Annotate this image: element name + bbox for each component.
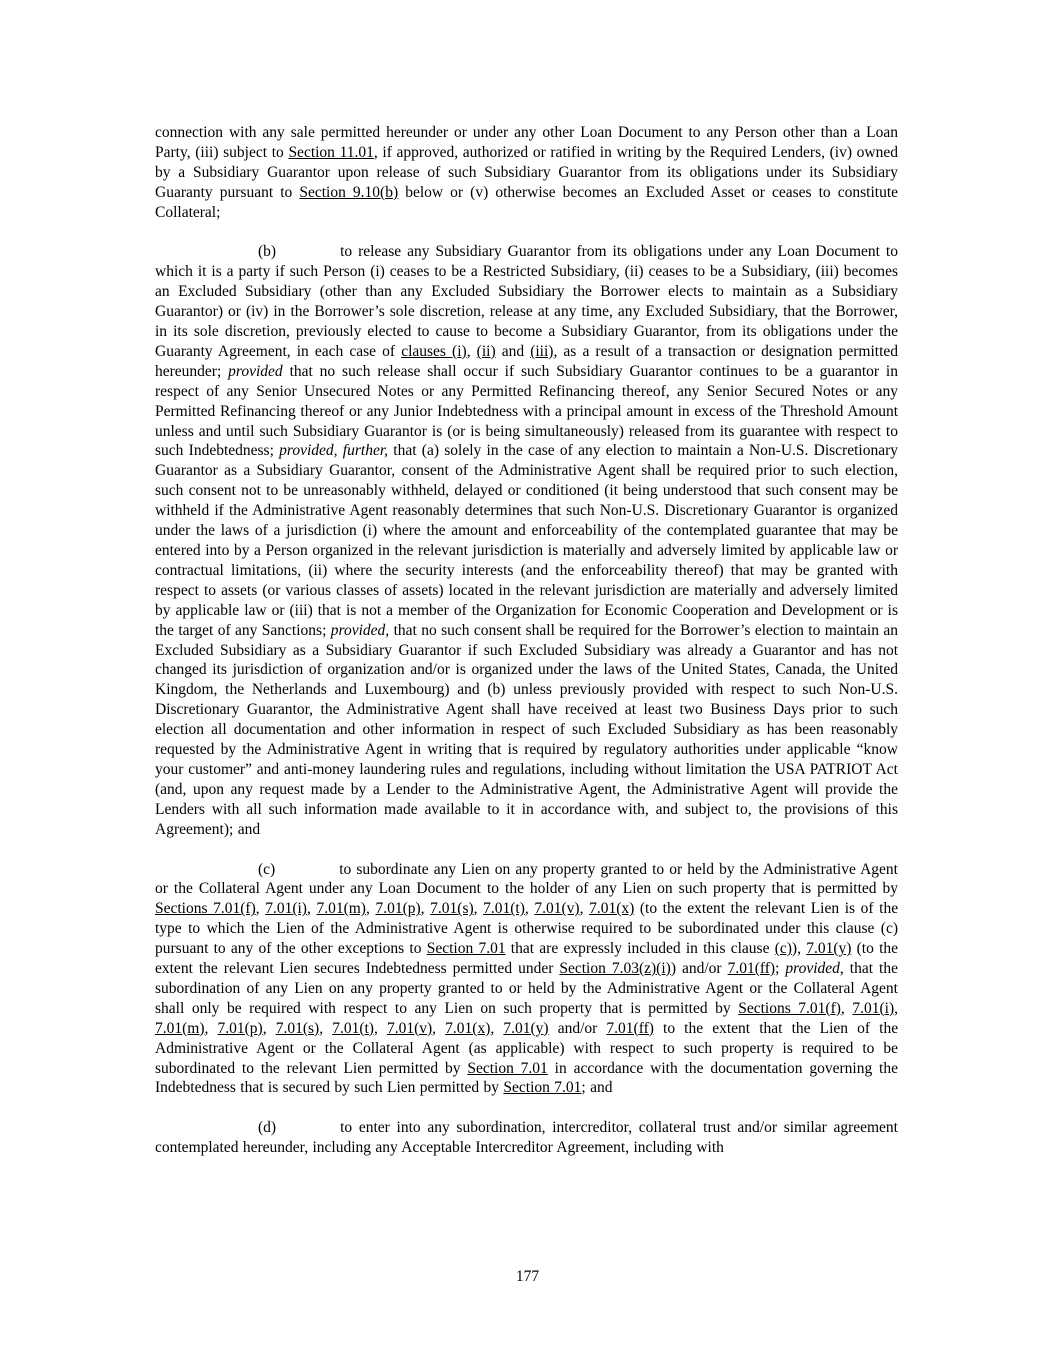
paragraph-clause-d — [155, 1118, 898, 1158]
section-reference: 7.01(t) — [332, 1019, 374, 1037]
text-run: ; and — [581, 1079, 613, 1097]
section-reference: 7.01(x) — [445, 1019, 491, 1037]
text-run: ), — [791, 940, 807, 958]
document-body — [155, 123, 898, 1158]
section-reference: Section 9.10(b) — [299, 183, 399, 201]
section-reference: 7.01(x) — [589, 900, 635, 918]
text-run: , — [255, 900, 266, 918]
section-reference: 7.01(s) — [430, 900, 474, 918]
text-run: , — [473, 900, 484, 918]
section-reference: Sections 7.01(f) — [155, 900, 256, 918]
text-run: provided, — [330, 621, 390, 639]
section-reference: Section 7.03(z)(i) — [559, 960, 671, 978]
text-run: provided, further, — [279, 442, 389, 460]
text-run: that no such release shall occur if such Subsidiary Guarantor continues to be a guarantor in respect of any Senior Unsecured Notes or any Permitted Refinancing thereof, any Senior Secured Notes or any Permitted Refinancing thereof or any Junior Indebtedness with a principal amount in excess of the Threshold Amount unless and until such Subsidiary Guarantor is (or is being simultaneously) released from its guarantee with respect to such Indebtedness; — [155, 362, 898, 460]
section-reference: clauses (i) — [401, 342, 467, 360]
section-reference: 7.01(v) — [534, 900, 580, 918]
section-reference: 7.01(i) — [852, 999, 895, 1017]
section-reference: Sections 7.01(f) — [738, 999, 841, 1017]
section-reference: Section 7.01 — [503, 1079, 582, 1097]
text-run: , — [466, 342, 477, 360]
text-run: that (a) solely in the case of any election to maintain a Non-U.S. Discretionary Guarantor as a Subsidiary Guarantor, consent of the Administrative Agent shall be required prior to such election, such consent not to be unreasonably withheld, delayed or conditioned (it being understood that such consent may be withheld if the Administrative Agent reasonably determines that such Non-U.S. Discretionary Guarantor is organized under the laws of a jurisdiction (i) where the amount and enforceability of the contemplated guarantee that may be entered into by a Person organized in the relevant jurisdiction is materially and adversely limited by applicable law or contractual limitations, (ii) where the security interests (and the enforceability thereof) that may be granted with respect to assets (or various classes of assets) located in the relevant jurisdiction are materially and adversely limited by applicable law or (iii) that is not a member of the Organization for Economic Cooperation and Development or is the target of any Sanctions; — [155, 442, 898, 639]
text-run: provided — [785, 960, 840, 978]
text-run: , — [579, 900, 590, 918]
section-reference: 7.01(v) — [386, 1019, 433, 1037]
section-reference: 7.01(ff) — [727, 960, 776, 978]
page-number: 177 — [515, 1268, 540, 1285]
section-reference: 7.01(y) — [806, 940, 852, 958]
section-reference: (ii) — [476, 342, 496, 360]
clause-label: (c) — [258, 860, 276, 878]
text-run: , — [319, 1019, 333, 1037]
text-run: provided — [228, 362, 283, 380]
section-reference: 7.01(ff) — [606, 1019, 654, 1037]
text-run: (to the extent the relevant Lien secures Indebtedness permitted under — [155, 940, 899, 978]
text-run: , — [204, 1019, 218, 1037]
text-run: , — [432, 1019, 446, 1037]
text-run: to the extent that the Lien of the Administrative Agent or the Collateral Agent (as applicable) with respect to such property is required to be subordinated to the relevant Lien permitted by — [155, 1019, 899, 1077]
section-reference: 7.01(t) — [483, 900, 525, 918]
text-run: , — [365, 900, 376, 918]
text-run: , — [420, 900, 431, 918]
text-run: , — [306, 900, 317, 918]
text-run: ) and/or — [670, 960, 728, 978]
text-run: (to the extent the relevant Lien is of the type to which the Lien of the Administrative Agent is otherwise required to be subordinated under this clause (c) pursuant to any of the other exceptions to — [155, 900, 899, 958]
clause-label: (d) — [258, 1119, 277, 1137]
text-run: , that the subordination of any Lien on any property granted to or held by the Administrative Agent or the Collateral Agent shall only be required with respect to any Lien on such property that is permitted by — [155, 960, 898, 1017]
text-run: to enter into any subordination, intercreditor, collateral trust and/or similar agreement contemplated hereunder, including any Acceptable Intercreditor Agreement, including with — [155, 1119, 898, 1157]
text-run: that are expressly included in this clause — [505, 940, 775, 958]
section-reference: Section 11.01 — [288, 143, 374, 161]
text-run: to subordinate any Lien on any property granted to or held by the Administrative Agent or the Collateral Agent under any Loan Document to the holder of any Lien on such property that is permitted by — [155, 860, 898, 898]
text-run: to release any Subsidiary Guarantor from its obligations under any Loan Document to which it is a party if such Person (i) ceases to be a Restricted Subsidiary, (ii) ceases to be a Subsidiary, (iii) becomes an Excluded Subsidiary (other than any Excluded Subsidiary the Borrower elects to maintain as a Subsidiary Guarantor) or (iv) in the Borrower’s sole discretion, release at any time, any Excluded Subsidiary, that the Borrower, in its sole discretion, previously elected to cause to become a Subsidiary Guarantor, from its obligations under the Guaranty Agreement, in each case of — [155, 243, 898, 360]
text-run: below or (v) otherwise becomes an Excluded Asset or ceases to constitute Collateral; — [155, 183, 899, 221]
paragraph-clause-c — [155, 860, 898, 1099]
paragraph-clause-b — [155, 242, 898, 839]
text-run: , if approved, authorized or ratified in writing by the Required Lenders, (iv) owned by a Subsidiary Guarantor upon release of such Subsidiary Guarantor from its obligations under its Subsidiary Guaranty pursuant to — [155, 143, 899, 201]
section-reference: (c) — [774, 940, 792, 958]
section-reference: 7.01(m) — [155, 1019, 205, 1037]
section-reference: 7.01(i) — [265, 900, 307, 918]
clause-label: (b) — [258, 243, 277, 261]
text-run: , — [373, 1019, 387, 1037]
section-reference: Section 7.01 — [467, 1059, 548, 1077]
text-run: and/or — [548, 1019, 607, 1037]
text-run: connection with any sale permitted hereunder or under any other Loan Document to any Person other than a Loan Party, (iii) subject to — [155, 124, 898, 161]
text-run: , — [262, 1019, 276, 1037]
text-run: , — [490, 1019, 504, 1037]
text-run: in accordance with the documentation governing the Indebtedness that is secured by such Lien permitted by — [155, 1059, 898, 1097]
text-run: , — [524, 900, 535, 918]
section-reference: 7.01(p) — [375, 900, 421, 918]
text-run: , — [894, 999, 898, 1017]
section-reference: 7.01(y) — [503, 1019, 549, 1037]
section-reference: 7.01(p) — [217, 1019, 263, 1037]
section-reference: Section 7.01 — [426, 940, 506, 958]
text-run: , — [840, 999, 853, 1017]
text-run: , as a result of a transaction or designation permitted hereunder; — [155, 342, 899, 380]
text-run: ; — [775, 960, 786, 978]
paragraph-continuation — [155, 123, 898, 223]
section-reference: 7.01(s) — [275, 1019, 320, 1037]
section-reference: (iii) — [530, 342, 554, 360]
text-run: and — [495, 342, 531, 360]
text-run: that no such consent shall be required for the Borrower’s election to maintain an Excluded Subsidiary as a Subsidiary Guarantor if such Excluded Subsidiary was already a Guarantor and has not changed its jurisdiction of organization and/or is organized under the laws of the United States, Canada, the United Kingdom, the Netherlands and Luxembourg) and (b) unless previously provided with respect to such Non-U.S. Discretionary Guarantor, the Administrative Agent shall have received at least two Business Days prior to such election all documentation and other information in respect of such Excluded Subsidiary as has been reasonably requested by the Administrative Agent in writing that is required by regulatory authorities under applicable “know your customer” and anti-money laundering rules and regulations, including without limitation the USA PATRIOT Act (and, upon any request made by a Lender to the Administrative Agent, the Administrative Agent will provide the Lenders with all such information made available to it in accordance with, and subject to, the provisions of this Agreement); and — [155, 621, 899, 838]
section-reference: 7.01(m) — [316, 900, 366, 918]
